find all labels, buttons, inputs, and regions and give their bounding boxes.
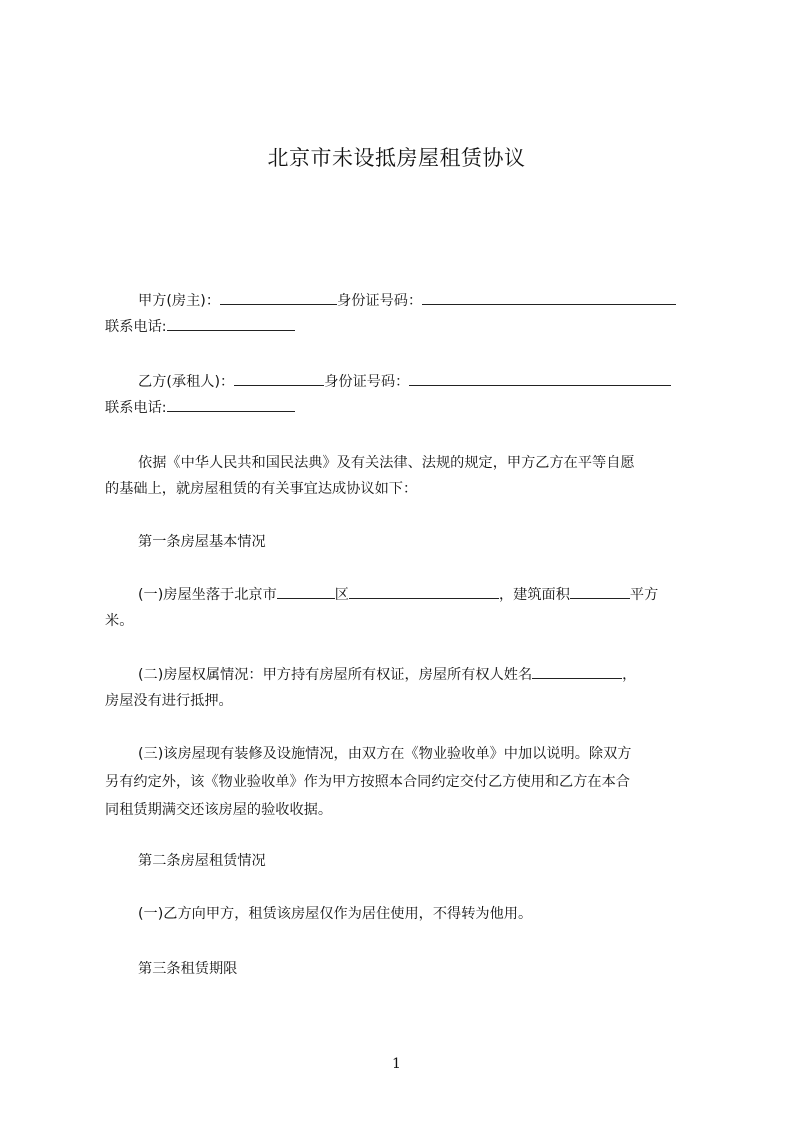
article-1-item-1-cont: 米。 (105, 613, 134, 629)
item-2-comma: ， (622, 667, 637, 683)
party-a-phone-line (105, 317, 705, 337)
party-a-label: 甲方(房主)： (138, 293, 221, 309)
page-number: 1 (392, 1056, 401, 1072)
article-1-item-2-cont: 房屋没有进行抵押。 (105, 693, 233, 709)
article-1-item-1 (105, 585, 705, 605)
party-b-id-label: 身份证号码： (324, 374, 410, 390)
party-b-phone-blank[interactable] (167, 398, 295, 412)
item-2-text: (二)房屋权属情况：甲方持有房屋所有权证，房屋所有权人姓名 (138, 667, 533, 683)
document-title: 北京市未设抵房屋租赁协议 (267, 146, 526, 170)
address-blank[interactable] (349, 585, 499, 599)
party-a-phone-blank[interactable] (167, 317, 295, 331)
district-blank[interactable] (277, 585, 335, 599)
party-b-phone-line (105, 398, 705, 418)
article-2-heading: 第二条房屋租赁情况 (138, 853, 266, 869)
article-1-item-3-line-2: 另有约定外，该《物业验收单》作为甲方按照本合同约定交付乙方使用和乙方在本合 (105, 774, 630, 790)
article-2-item-1: (一)乙方向甲方，租赁该房屋仅作为居住使用，不得转为他用。 (138, 906, 533, 922)
party-b-label: 乙方(承租人)： (138, 374, 235, 390)
item-1-district: 区 (334, 587, 349, 603)
article-1-item-3-line-3: 同租赁期满交还该房屋的验收收据。 (105, 802, 333, 818)
item-1-unit: 平方 (629, 587, 659, 603)
owner-name-blank[interactable] (532, 665, 622, 679)
party-a-line (105, 291, 705, 311)
party-b-line (105, 372, 705, 392)
article-1-item-3-line-1: (三)该房屋现有装修及设施情况，由双方在《物业验收单》中加以说明。除双方 (138, 746, 632, 762)
party-b-name-blank[interactable] (234, 372, 324, 386)
item-1-prefix: (一)房屋坐落于北京市 (138, 587, 277, 603)
article-1-item-2 (105, 665, 705, 685)
article-1-heading: 第一条房屋基本情况 (138, 534, 266, 550)
intro-line-1: 依据《中华人民共和国民法典》及有关法律、法规的规定，甲方乙方在平等自愿 (138, 455, 635, 471)
party-b-id-blank[interactable] (409, 372, 671, 386)
party-b-phone-label: 联系电话: (105, 400, 167, 416)
item-1-area-label: ，建筑面积 (498, 587, 570, 603)
area-blank[interactable] (570, 585, 630, 599)
intro-line-2: 的基础上，就房屋租赁的有关事宜达成协议如下： (105, 481, 418, 497)
article-3-heading: 第三条租赁期限 (138, 961, 238, 977)
party-a-id-label: 身份证号码： (337, 293, 423, 309)
party-a-id-blank[interactable] (422, 291, 676, 305)
party-a-name-blank[interactable] (220, 291, 337, 305)
party-a-phone-label: 联系电话: (105, 319, 167, 335)
